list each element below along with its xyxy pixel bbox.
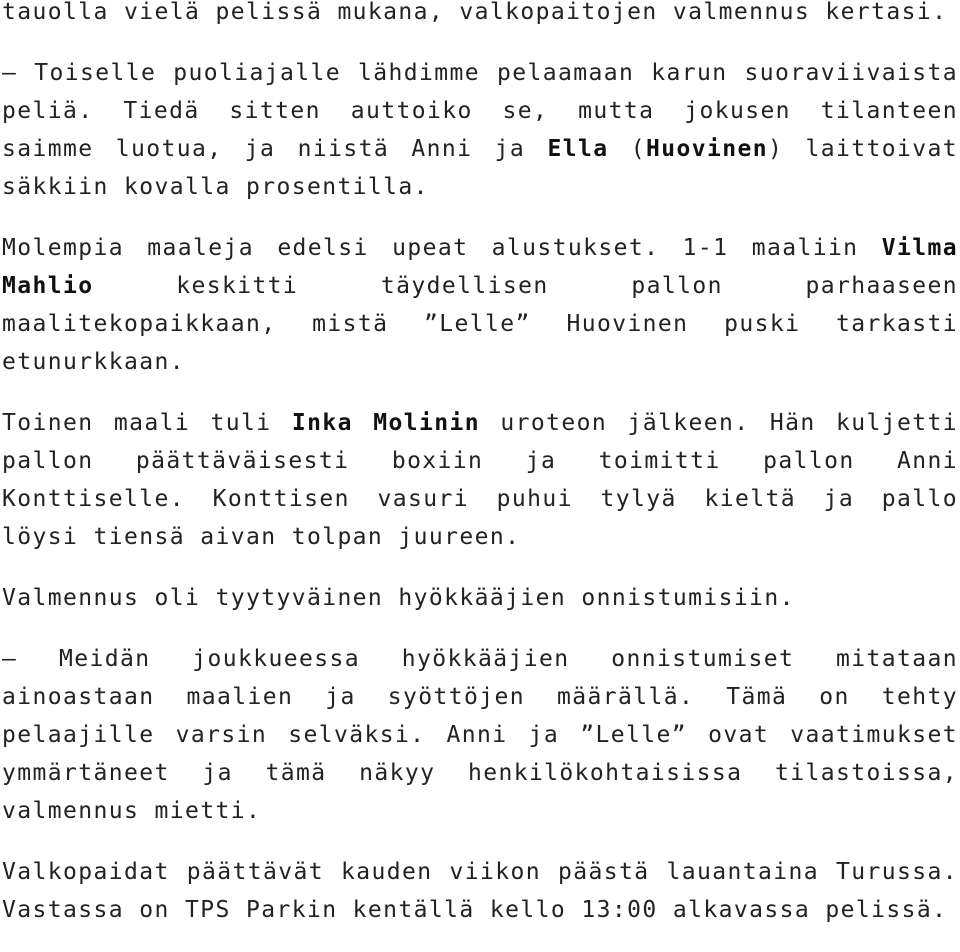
paragraph-4-text-2: uroteon jälkeen. Hän kuljetti pallon päättäväisesti boxiin ja toimitti pallon Anni Konttiselle. Konttisen vasuri puhui tylyä kieltä ja pallo löysi tiensä aivan tolpan juureen. <box>2 410 959 550</box>
paragraph-4 <box>2 404 958 556</box>
article-body <box>2 0 958 952</box>
player-name-ella: Ella <box>547 136 609 162</box>
paragraph-3-text-2: keskitti täydellisen pallon parhaaseen maalitekopaikkaan, mistä ”Lelle” Huovinen puski tarkasti etunurkkaan. <box>2 273 958 375</box>
paragraph-2-text-3: ) laittoivat säkkiin kovalla prosentilla. <box>2 136 958 200</box>
paragraph-7-text: Valkopaidat päättävät kauden viikon päästä lauantaina Turussa. Vastassa on TPS Parkin kentällä kello 13:00 alkavassa pelissä. <box>2 859 958 923</box>
paragraph-2-text-1: – Toiselle puoliajalle lähdimme pelaamaan karun suoraviivaista peliä. Tiedä sitten auttoiko se, mutta jokusen tilanteen saimme luotua, ja niistä Anni ja <box>2 60 958 162</box>
paragraph-5-text: Valmennus oli tyytyväinen hyökkääjien onnistumisiin. <box>2 585 795 611</box>
player-name-inka-molin: Inka Molinin <box>291 410 481 436</box>
paragraph-6-text: – Meidän joukkueessa hyökkääjien onnistumiset mitataan ainoastaan maalien ja syöttöjen määrällä. Tämä on tehty pelaajille varsin selväksi. Anni ja ”Lelle” ovat vaatimukset ymmärtäneet ja tämä näkyy henkilökohtaisissa tilastoissa, valmennus mietti. <box>2 646 958 824</box>
paragraph-7 <box>2 853 958 929</box>
player-name-vilma-mahlio: Vilma Mahlio <box>2 235 958 299</box>
paragraph-3 <box>2 229 958 381</box>
paragraph-3-text-1: Molempia maaleja edelsi upeat alustukset. 1-1 maaliin <box>2 235 882 261</box>
player-name-huovinen: Huovinen <box>646 136 768 162</box>
paragraph-6 <box>2 640 958 830</box>
paragraph-2-text-2: ( <box>608 136 646 162</box>
paragraph-1-text: tauolla vielä pelissä mukana, valkopaitojen valmennus kertasi. <box>2 0 948 25</box>
paragraph-2 <box>2 54 958 206</box>
paragraph-4-text-1: Toinen maali tuli <box>2 410 292 436</box>
paragraph-1 <box>2 0 958 31</box>
paragraph-5 <box>2 579 958 617</box>
